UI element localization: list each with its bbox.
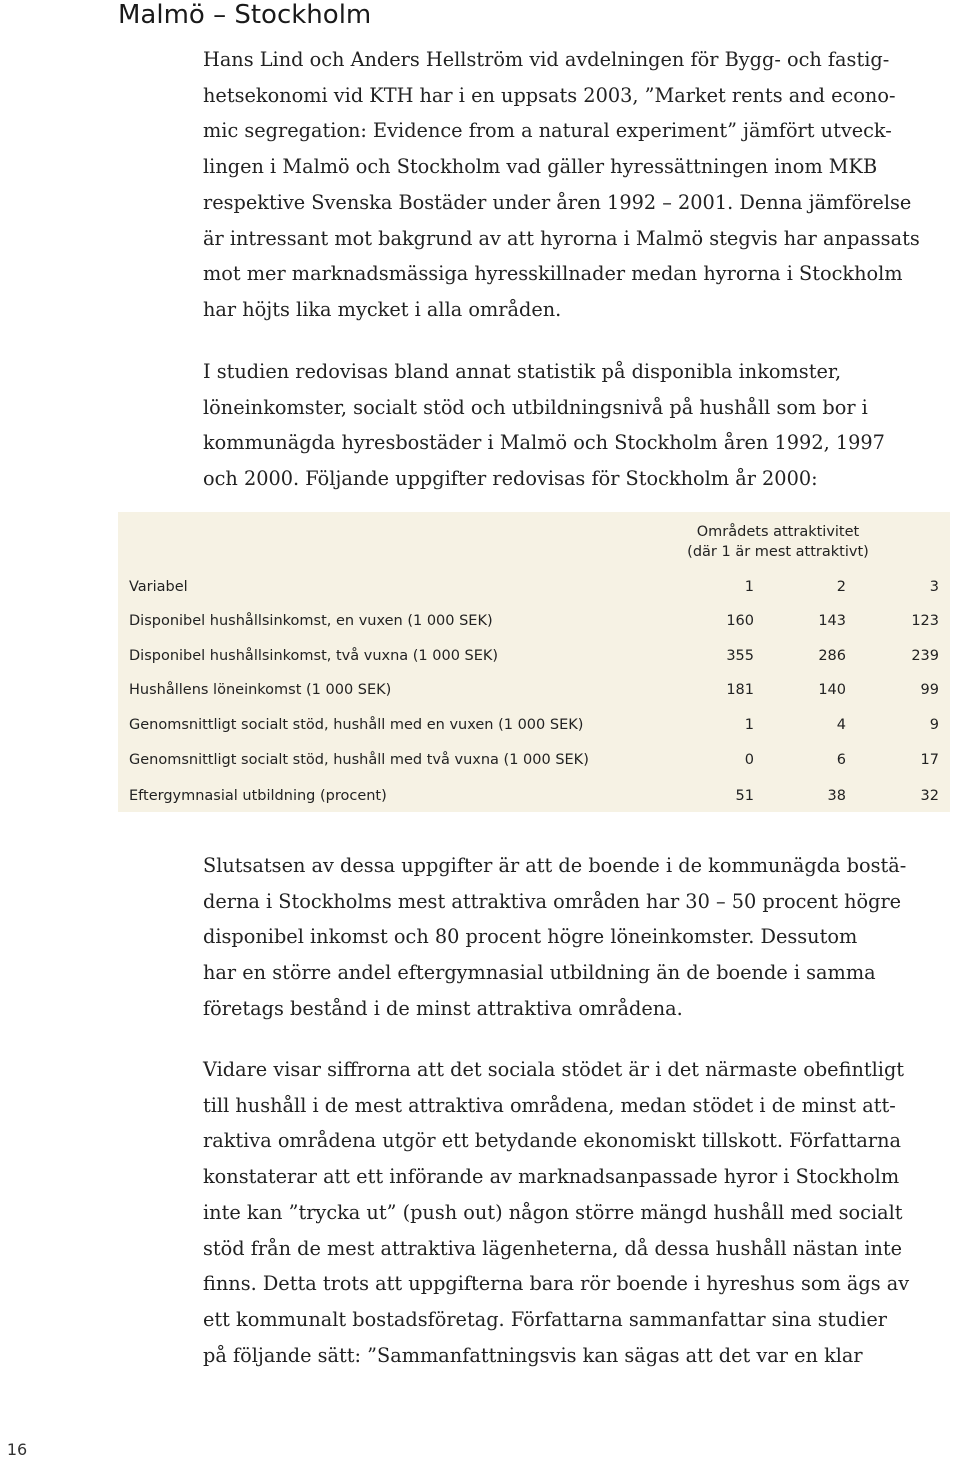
text-line: I studien redovisas bland annat statistik på disponibla inkomster, xyxy=(203,360,842,383)
cell-col-1: 1 xyxy=(744,717,754,733)
text-line: har höjts lika mycket i alla områden. xyxy=(203,297,562,321)
row-label: Genomsnittligt socialt stöd, hushåll med en vuxen (1 000 SEK) xyxy=(129,717,584,733)
page-number: 16 xyxy=(6,1440,28,1459)
text-line: lingen i Malmö och Stockholm vad gäller hyressättningen inom MKB xyxy=(203,155,878,179)
text-line: ett kommunalt bostadsföretag. Författarna sammanfattar sina studier xyxy=(203,1307,887,1331)
table-row xyxy=(118,679,950,701)
text-line: har en större andel eftergymnasial utbildning än de boende i samma xyxy=(203,961,876,985)
text-line: disponibel inkomst och 80 procent högre löneinkomster. Dessutom xyxy=(203,925,858,949)
text-line: Hans Lind och Anders Hellström vid avdelningen för Bygg- och fastig- xyxy=(203,48,890,71)
row-label: Hushållens löneinkomst (1 000 SEK) xyxy=(129,682,392,698)
text-line: löneinkomster, socialt stöd och utbildningsnivå på hushåll som bor i xyxy=(203,395,868,419)
row-label: Genomsnittligt socialt stöd, hushåll med två vuxna (1 000 SEK) xyxy=(129,752,589,768)
text-line: Vidare visar siffrorna att det sociala stödet är i det närmaste obefintligt xyxy=(203,1058,905,1081)
table-header-row xyxy=(118,576,950,598)
text-line: finns. Detta trots att uppgifterna bara rör boende i hyreshus som ägs av xyxy=(203,1272,910,1296)
text-line: stöd från de mest attraktiva lägenheterna, då dessa hushåll nästan inte xyxy=(203,1236,903,1260)
cell-col-2: 143 xyxy=(818,613,846,629)
cell-col-1: 0 xyxy=(744,752,754,768)
table-row xyxy=(118,785,950,807)
cell-col-2: 140 xyxy=(818,682,846,698)
table-row xyxy=(118,714,950,736)
page-heading: Malmö – Stockholm xyxy=(118,0,372,30)
cell-col-1: 160 xyxy=(726,613,754,629)
header-col-2: 2 xyxy=(836,579,846,595)
caption-line: (där 1 är mest attraktivt) xyxy=(687,544,869,560)
paragraph-intro xyxy=(203,42,953,328)
text-line: hetsekonomi vid KTH har i en uppsats 2003, ”Market rents and econo- xyxy=(203,83,896,107)
cell-col-1: 181 xyxy=(726,682,754,698)
paragraph-study xyxy=(203,354,953,497)
text-line: mic segregation: Evidence from a natural experiment” jämfört utveck- xyxy=(203,119,892,143)
cell-col-2: 6 xyxy=(836,752,846,768)
cell-col-3: 239 xyxy=(911,648,939,664)
cell-col-3: 17 xyxy=(920,752,939,768)
text-line: kommunägda hyresbostäder i Malmö och Stockholm åren 1992, 1997 xyxy=(203,431,885,455)
text-line: mot mer marknadsmässiga hyresskillnader medan hyrorna i Stockholm xyxy=(203,262,903,286)
row-label: Disponibel hushållsinkomst, en vuxen (1 000 SEK) xyxy=(129,613,493,629)
table-caption xyxy=(648,522,908,562)
cell-col-3: 123 xyxy=(911,613,939,629)
cell-col-3: 9 xyxy=(929,717,939,733)
cell-col-3: 99 xyxy=(920,682,939,698)
paragraph-social-support xyxy=(203,1052,953,1373)
paragraph-conclusion xyxy=(203,848,953,1027)
text-line: och 2000. Följande uppgifter redovisas för Stockholm år 2000: xyxy=(203,467,818,491)
text-line: Slutsatsen av dessa uppgifter är att de boende i de kommunägda bostä- xyxy=(203,854,907,877)
row-label: Eftergymnasial utbildning (procent) xyxy=(129,788,387,804)
cell-col-1: 355 xyxy=(726,648,754,664)
statistics-table xyxy=(118,512,950,812)
text-line: respektive Svenska Bostäder under åren 1992 – 2001. Denna jämförelse xyxy=(203,190,912,214)
text-line: inte kan ”trycka ut” (push out) någon större mängd hushåll med socialt xyxy=(203,1200,903,1224)
table-row xyxy=(118,749,950,771)
table-row xyxy=(118,610,950,632)
cell-col-2: 286 xyxy=(818,648,846,664)
header-label: Variabel xyxy=(129,579,188,595)
cell-col-1: 51 xyxy=(735,788,754,804)
text-line: till hushåll i de mest attraktiva områdena, medan stödet i de minst att- xyxy=(203,1093,896,1117)
cell-col-2: 38 xyxy=(827,788,846,804)
cell-col-2: 4 xyxy=(836,717,846,733)
header-col-1: 1 xyxy=(744,579,754,595)
text-line: derna i Stockholms mest attraktiva områden har 30 – 50 procent högre xyxy=(203,889,902,913)
table-row xyxy=(118,645,950,667)
text-line: konstaterar att ett införande av marknadsanpassade hyror i Stockholm xyxy=(203,1165,900,1189)
text-line: på följande sätt: ”Sammanfattningsvis kan sägas att det var en klar xyxy=(203,1343,863,1367)
cell-col-3: 32 xyxy=(920,788,939,804)
row-label: Disponibel hushållsinkomst, två vuxna (1 000 SEK) xyxy=(129,648,499,664)
text-line: företags bestånd i de minst attraktiva områdena. xyxy=(203,996,683,1020)
caption-line: Områdets attraktivitet xyxy=(696,524,860,540)
text-line: är intressant mot bakgrund av att hyrorna i Malmö stegvis har anpassats xyxy=(203,226,920,250)
header-col-3: 3 xyxy=(929,579,939,595)
text-line: raktiva områdena utgör ett betydande ekonomiskt tillskott. Författarna xyxy=(203,1129,901,1153)
